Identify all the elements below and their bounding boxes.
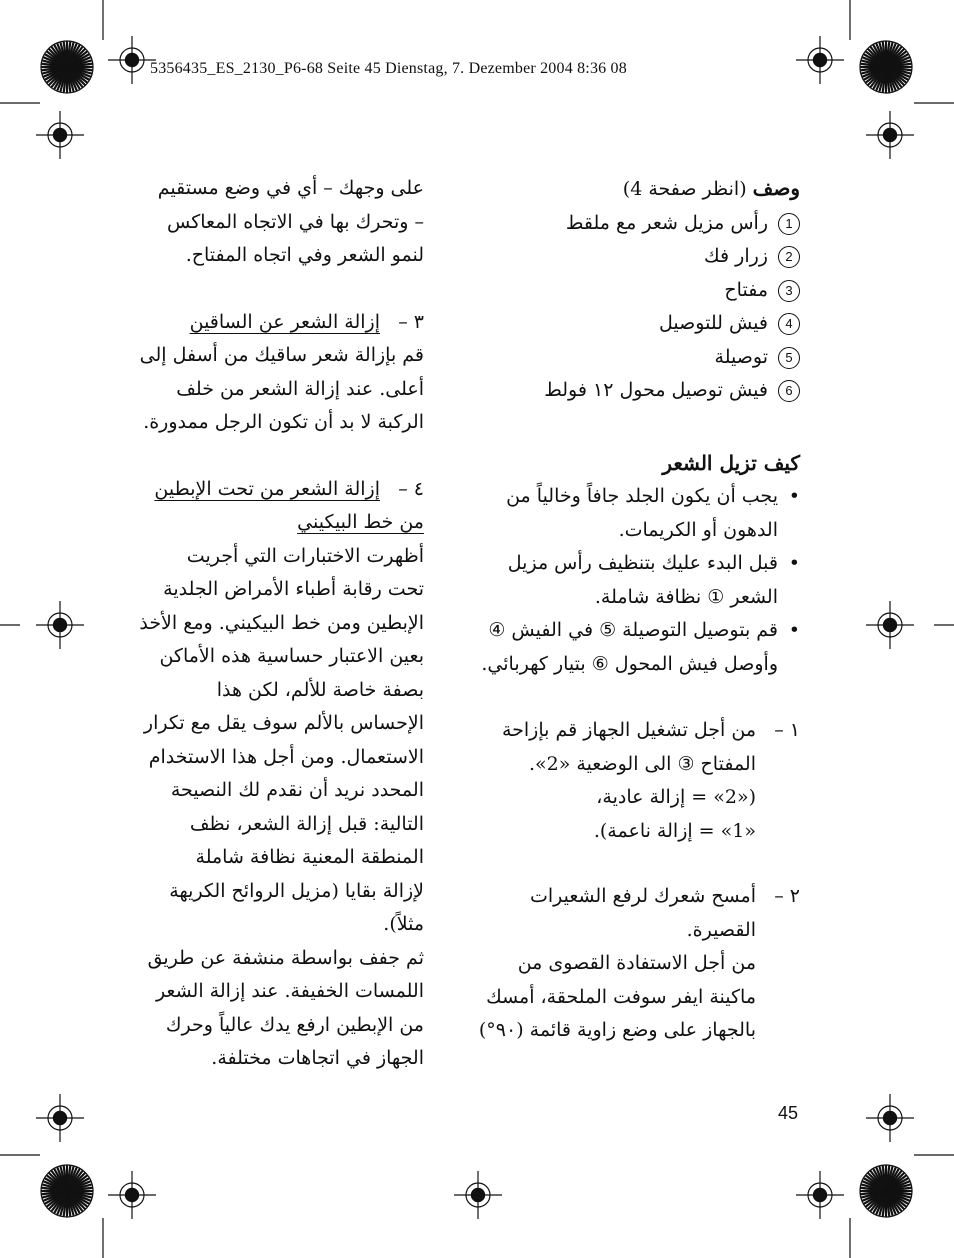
right-column [470, 172, 800, 1048]
item-text: مفتاح [724, 278, 768, 301]
description-title: وصف [752, 176, 800, 200]
step-1-number: ١ – [774, 719, 800, 741]
left-column [134, 172, 424, 1076]
step-2-text [470, 880, 776, 1048]
bullet-item: • قم بتوصيل التوصيلة ⑤ في الفيش ④ وأوصل فيش المحول ⑥ بتيار كهربائي. [470, 614, 800, 681]
step-4-text [134, 540, 424, 942]
item-number-circle: 6 [778, 380, 800, 402]
description-heading [470, 172, 800, 207]
item-number-circle: 2 [778, 246, 800, 268]
item-text: زرار فك [704, 245, 768, 267]
text-line: اللمسات الخفيفة. عند إزالة الشعر [155, 980, 424, 1002]
step-2-number: ٢ – [774, 885, 800, 907]
text-line: من الإبطين ارفع يدك عالياً وحرك [165, 1013, 424, 1036]
text-line: الإحساس بالألم سوف يقل مع تكرار [143, 712, 424, 734]
text-line: لنمو الشعر وفي اتجاه المفتاح. [185, 244, 424, 266]
text-line: المنطقة المعنية نظافة شاملة [195, 846, 424, 868]
description-item [470, 207, 800, 241]
text-line: أمسح شعرك لرفع الشعيرات القصيرة. [529, 885, 756, 941]
item-number-circle: 1 [778, 213, 800, 235]
description-item [470, 274, 800, 308]
step-1-text [470, 714, 776, 848]
text-line: المحدد نريد أن نقدم لك النصيحة [170, 779, 424, 801]
description-item [470, 240, 800, 274]
page-number: 45 [778, 1103, 799, 1123]
description-item [470, 374, 800, 408]
text-line: على وجهك – أي في وضع مستقيم [157, 177, 424, 199]
item-text: فيش توصيل محول ١٢ فولط [544, 379, 768, 401]
text-line: لإزالة بقايا (مزيل الروائح الكريهة [169, 879, 424, 902]
item-number-circle: 4 [778, 313, 800, 335]
step-3-title: إزالة الشعر عن الساقين [189, 310, 380, 333]
text-line: من أجل تشغيل الجهاز قم بإزاحة [501, 719, 756, 741]
howto-bullets [470, 480, 800, 681]
text-line: ماكينة ايفر سوفت الملحقة، أمسك [486, 985, 756, 1008]
text-line: الاستعمال. ومن أجل هذا الاستخدام [148, 745, 424, 768]
step-4-title-1: إزالة الشعر من تحت الإبطين [154, 477, 380, 500]
drying-text [134, 942, 424, 1076]
bullet-item: • يجب أن يكون الجلد جافاً وخالياً من الدهون أو الكريمات. [470, 480, 800, 547]
step-4-number: ٤ – [398, 477, 424, 500]
text-line: التالية: قبل إزالة الشعر، نظف [189, 812, 424, 835]
text-line: المفتاح ③ الى الوضعية «2». [528, 752, 756, 775]
step-1 [470, 714, 800, 848]
description-note: (انظر صفحة 4) [622, 178, 753, 200]
step-3 [134, 306, 424, 340]
text-line: مثلاً). [383, 913, 424, 935]
text-line: الركبة لا بد أن تكون الرجل ممدورة. [143, 411, 424, 433]
item-number-circle: 3 [778, 280, 800, 302]
print-header: 5356435_ES_2130_P6-68 Seite 45 Dienstag, 7. Dezember 2004 8:36 08 [150, 60, 627, 77]
item-number-circle: 5 [778, 347, 800, 369]
text-line: أظهرت الاختبارات التي أجريت [186, 544, 424, 567]
text-line: «1» = إزالة ناعمة). [593, 819, 756, 842]
continued-text [134, 172, 424, 273]
text-line: تحت رقابة أطباء الأمراض الجلدية [163, 578, 424, 600]
item-text: توصيلة [714, 345, 768, 368]
text-line: ثم جفف بواسطة منشفة عن طريق [147, 946, 424, 969]
step-4 [134, 473, 424, 507]
text-line: قم بإزالة شعر ساقيك من أسفل إلى [139, 344, 424, 366]
bullet-item: • قبل البدء عليك بتنظيف رأس مزيل الشعر ① نظافة شاملة. [470, 547, 800, 614]
text-line: («2» = إزالة عادية، [596, 786, 756, 808]
step-2 [470, 880, 800, 1048]
text-line: الإبطين ومن خط البيكيني. ومع الأخذ [139, 611, 424, 634]
step-3-text [134, 339, 424, 440]
step-4-title-2: من خط البيكيني [297, 511, 424, 533]
text-line: بالجهاز على وضع زاوية قائمة (٩٠°) [478, 1019, 756, 1041]
text-line: بعين الاعتبار حساسية هذه الأماكن [159, 645, 424, 667]
description-item [470, 307, 800, 341]
howto-title: كيف تزيل الشعر [662, 450, 800, 475]
step-3-number: ٣ – [398, 310, 424, 333]
item-text: رأس مزيل شعر مع ملقط [565, 211, 768, 234]
description-list [470, 207, 800, 408]
text-line: – وتحرك بها في الاتجاه المعاكس [166, 210, 424, 233]
text-line: الجهاز في اتجاهات مختلفة. [211, 1047, 424, 1069]
description-item [470, 341, 800, 375]
text-line: من أجل الاستفادة القصوى من [517, 952, 756, 974]
text-line: بصفة خاصة للألم، لكن هذا [216, 678, 424, 701]
item-text: فيش للتوصيل [659, 312, 768, 334]
text-line: أعلى. عند إزالة الشعر من خلف [176, 377, 424, 400]
